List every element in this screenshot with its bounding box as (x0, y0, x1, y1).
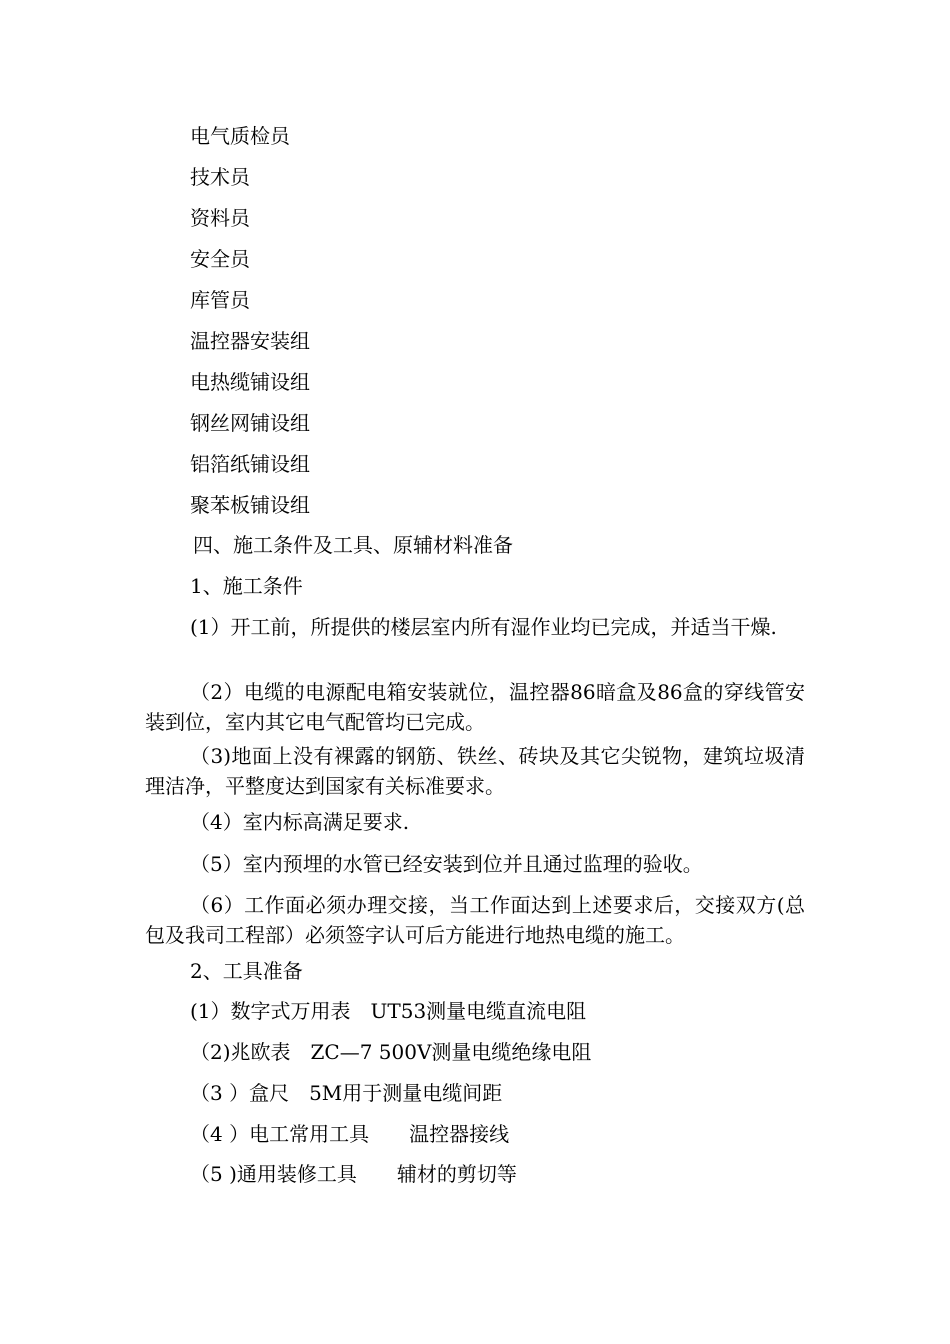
condition-paragraph: （2）电缆的电源配电箱安装就位，温控器86暗盒及86盒的穿线管安装到位，室内其它电气配管均已完成。 (145, 680, 805, 734)
role-item: 聚苯板铺设组 (190, 493, 310, 517)
tool-item: （3 ）盒尺 5M用于测量电缆间距 (190, 1081, 503, 1105)
condition-paragraph: （5）室内预埋的水管已经安装到位并且通过监理的验收。 (190, 852, 703, 876)
role-item: 技术员 (190, 165, 250, 189)
role-item: 电气质检员 (190, 124, 290, 148)
role-item: 电热缆铺设组 (190, 370, 310, 394)
subsection-heading: 2、工具准备 (190, 959, 303, 983)
condition-paragraph: （3)地面上没有裸露的钢筋、铁丝、砖块及其它尖锐物，建筑垃圾清理洁净，平整度达到国家有关标准要求。 (145, 744, 805, 798)
tool-item: （2)兆欧表 ZC—7 500V测量电缆绝缘电阻 (190, 1040, 592, 1064)
condition-paragraph: （4）室内标高满足要求. (190, 810, 410, 834)
role-item: 安全员 (190, 247, 250, 271)
section-heading: 四、施工条件及工具、原辅材料准备 (193, 533, 513, 557)
condition-paragraph: (1）开工前，所提供的楼层室内所有湿作业均已完成，并适当干燥. (190, 615, 777, 639)
subsection-heading: 1、施工条件 (190, 574, 303, 598)
role-item: 资料员 (190, 206, 250, 230)
role-item: 铝箔纸铺设组 (190, 452, 310, 476)
condition-paragraph: （6）工作面必须办理交接，当工作面达到上述要求后，交接双方(总包及我司工程部）必须签字认可后方能进行地热电缆的施工。 (145, 893, 805, 947)
tool-item: (1）数字式万用表 UT53测量电缆直流电阻 (190, 999, 587, 1023)
role-item: 温控器安装组 (190, 329, 310, 353)
tool-item: （5 )通用装修工具 辅材的剪切等 (190, 1162, 517, 1186)
tool-item: （4 ）电工常用工具 温控器接线 (190, 1122, 510, 1146)
role-item: 钢丝网铺设组 (190, 411, 310, 435)
role-item: 库管员 (190, 288, 250, 312)
